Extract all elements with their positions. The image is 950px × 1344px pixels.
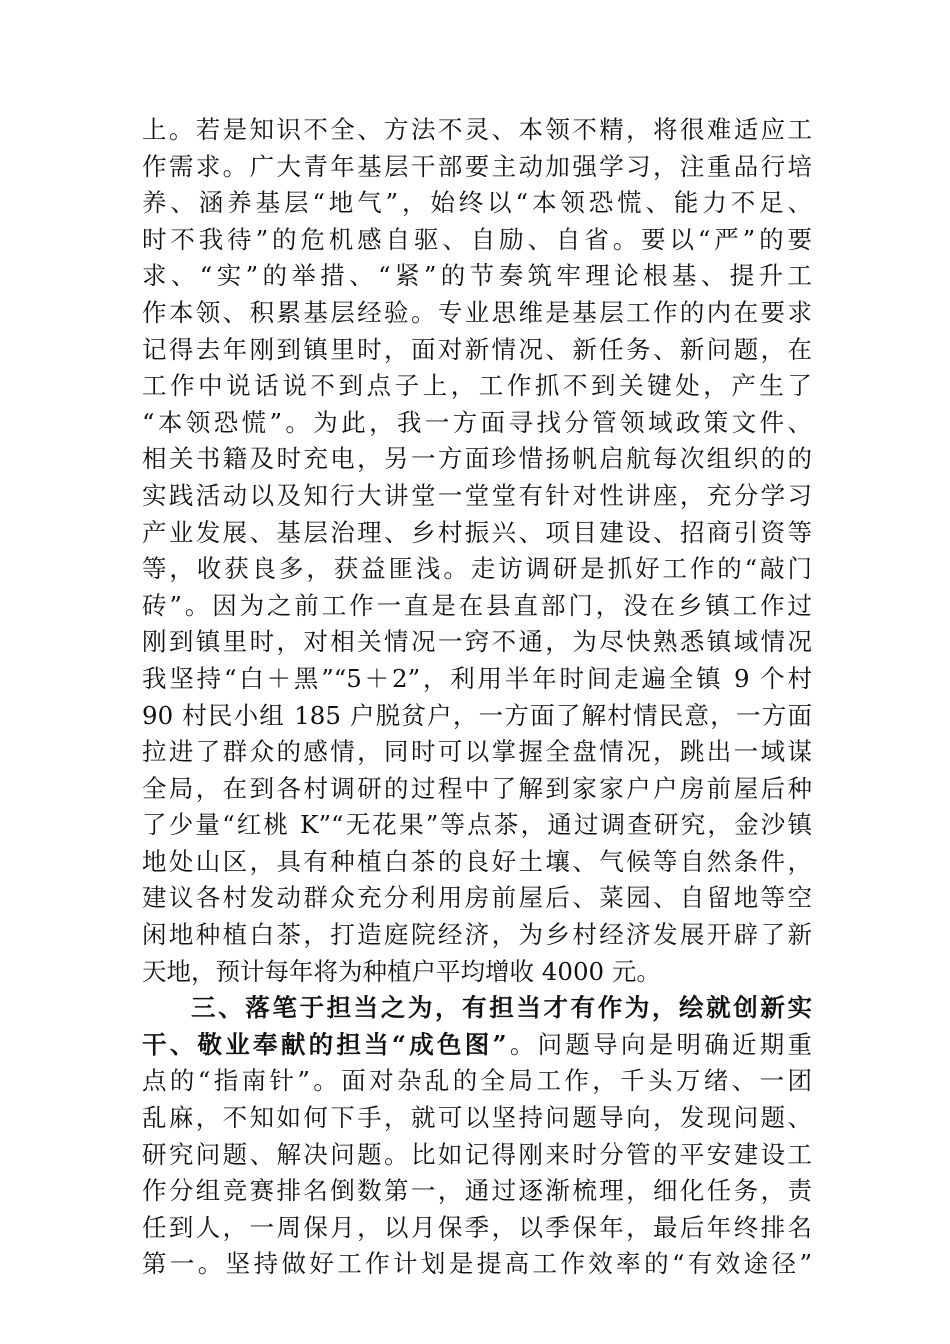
text-line: 作本领、积累基层经验。专业思维是基层工作的内在要求	[142, 297, 812, 327]
text-line	[142, 1027, 812, 1064]
paragraph-section-three	[142, 990, 812, 1283]
text-line: 上。若是知识不全、方法不灵、本领不精，将很难适应工	[142, 115, 812, 144]
text-line: 作分组竞赛排名倒数第一，通过逐渐梳理，细化任务，责	[142, 1176, 812, 1206]
text-line: 任到人，一周保月，以月保季，以季保年，最后年终排名	[142, 1212, 812, 1242]
text-line: 我坚持“白＋黑”“5＋2”，利用半年时间走遍全镇 9 个村	[142, 663, 812, 693]
text-line: 相关书籍及时充电，另一方面珍惜扬帆启航每次组织的的	[142, 444, 812, 474]
text-line: 研究问题、解决问题。比如记得刚来时分管的平安建设工	[142, 1139, 812, 1169]
section-heading-continued: 干、敬业奉献的担当“成色图”	[142, 1029, 507, 1059]
text-run: 。问题导向是明确近期重	[506, 1029, 813, 1059]
text-line: 养、涵养基层“地气”，始终以“本领恐慌、能力不足、	[142, 188, 812, 218]
text-line: 工作中说话说不到点子上，工作抓不到关键处，产生了	[142, 371, 812, 401]
text-line: 记得去年刚到镇里时，面对新情况、新任务、新问题，在	[142, 334, 812, 364]
text-line: 第一。坚持做好工作计划是提高工作效率的“有效途径”	[142, 1249, 812, 1279]
text-line: 天地，预计每年将为种植户平均增收 4000 元。	[142, 956, 661, 986]
text-line: 建议各村发动群众充分利用房前屋后、菜园、自留地等空	[142, 883, 812, 913]
text-line: 90 村民小组 185 户脱贫户，一方面了解村情民意，一方面	[142, 700, 812, 730]
text-line: 闲地种植白茶，打造庭院经济，为乡村经济发展开辟了新	[142, 920, 812, 950]
text-line: 点的“指南针”。面对杂乱的全局工作，千头万绪、一团	[142, 1066, 812, 1096]
text-line: 时不我待”的危机感自驱、自励、自省。要以“严”的要	[142, 224, 812, 254]
text-line: 实践活动以及知行大讲堂一堂堂有针对性讲座，充分学习	[142, 480, 812, 510]
text-line: 砖”。因为之前工作一直是在县直部门，没在乡镇工作过	[142, 590, 812, 620]
text-line: 全局，在到各村调研的过程中了解到家家户户房前屋后种	[142, 773, 812, 803]
text-line: 作需求。广大青年基层干部要主动加强学习，注重品行培	[142, 151, 812, 181]
text-line: 求、“实”的举措、“紧”的节奏筑牢理论根基、提升工	[142, 261, 812, 291]
text-line: 等，收获良多，获益匪浅。走访调研是抓好工作的“敲门	[142, 554, 812, 584]
paragraph	[142, 112, 812, 990]
text-line: 地处山区，具有种植白茶的良好土壤、气候等自然条件，	[142, 846, 812, 876]
text-line: 拉进了群众的感情，同时可以掌握全盘情况，跳出一域谋	[142, 737, 812, 767]
section-heading: 三、落笔于担当之为，有担当才有作为，绘就创新实	[191, 993, 812, 1023]
body-text	[142, 112, 812, 1283]
text-line: 乱麻，不知如何下手，就可以坚持问题导向，发现问题、	[142, 1103, 812, 1133]
text-line: 产业发展、基层治理、乡村振兴、项目建设、招商引资等	[142, 517, 812, 547]
text-line: 了少量“红桃 K”“无花果”等点茶，通过调查研究，金沙镇	[142, 810, 812, 840]
text-line: “本领恐慌”。为此，我一方面寻找分管领域政策文件、	[142, 407, 812, 437]
text-line: 刚到镇里时，对相关情况一窍不通，为尽快熟悉镇域情况	[142, 627, 812, 657]
